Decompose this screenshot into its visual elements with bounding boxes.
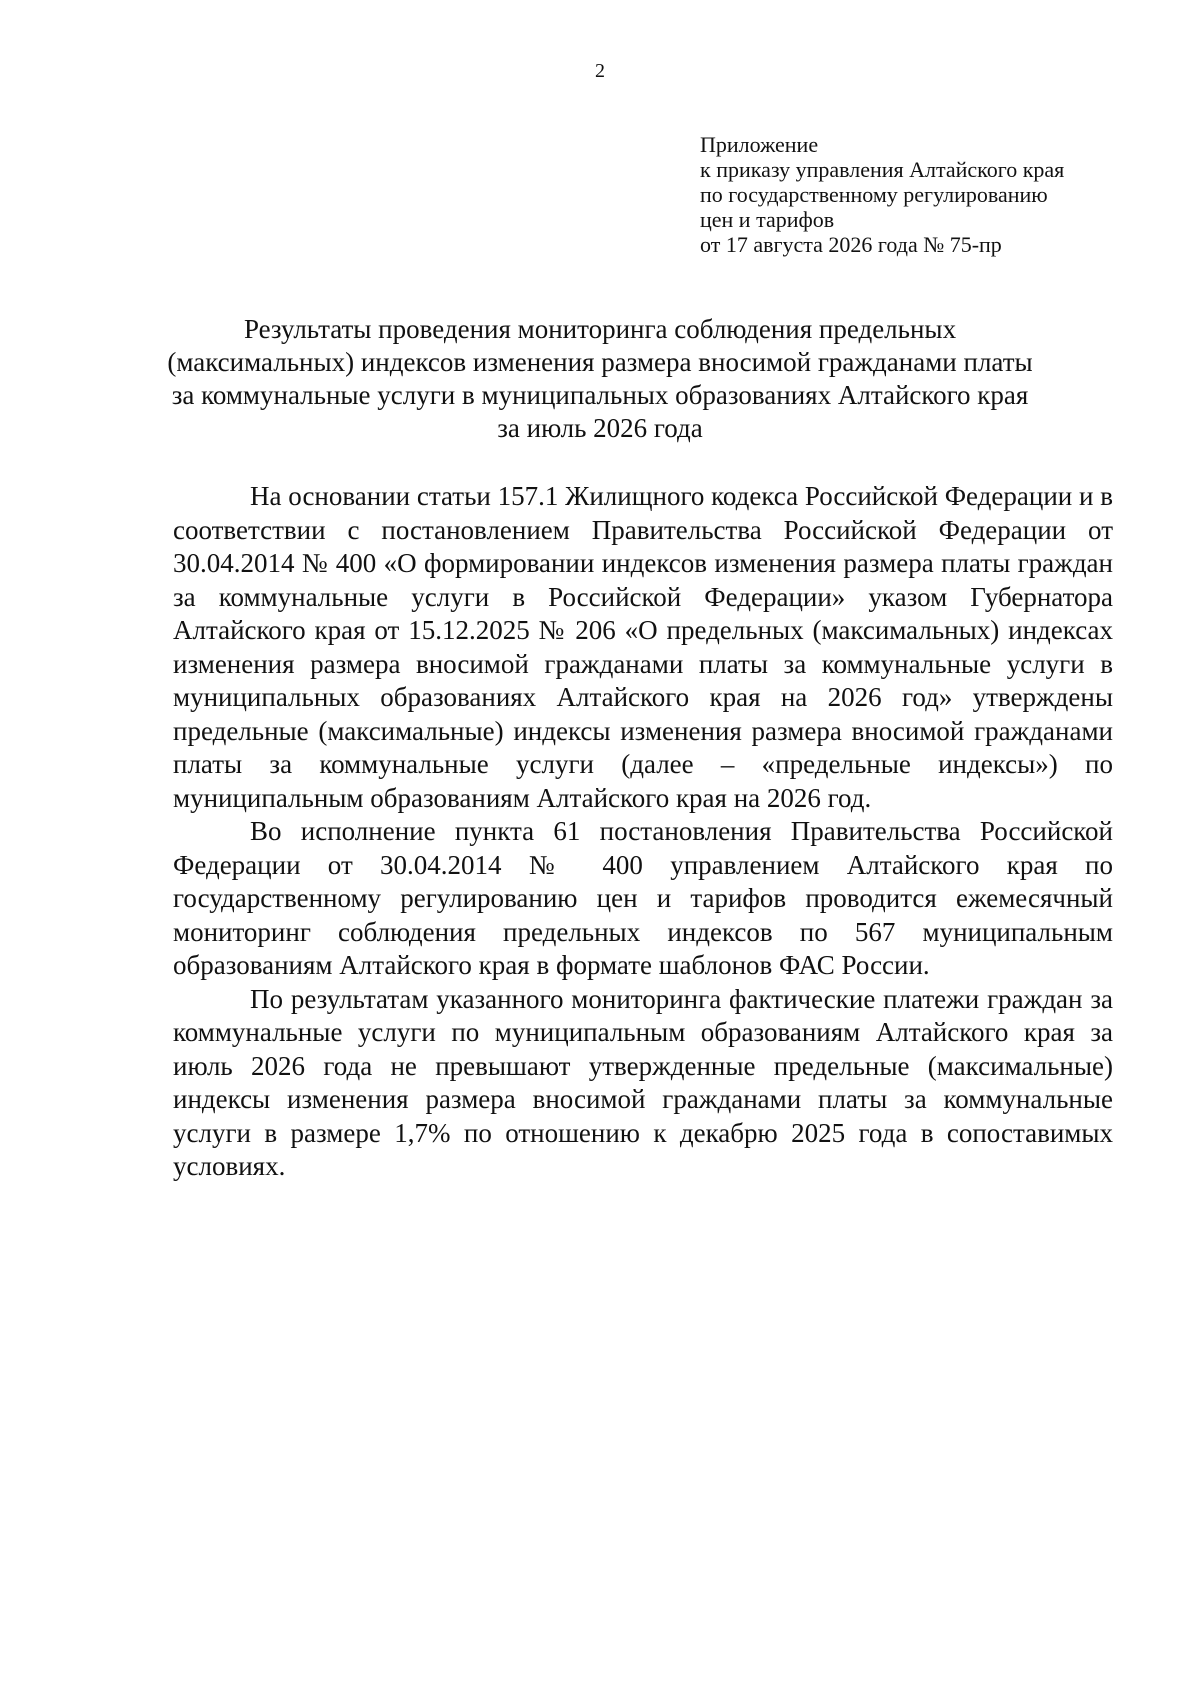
appendix-line: цен и тарифов (700, 207, 835, 232)
page-number: 2 (595, 60, 605, 82)
document-title (150, 313, 1050, 445)
body-paragraph: На основании статьи 157.1 Жилищного кодекса Российской Федерации и в соответствии с постановлением Правительства Российской Федерации от 30.04.2014 № 400 «О формировании индексов изменения размера платы граждан за коммунальные услуги в Российской Федерации» указом Губернатора Алтайского края от 15.12.2025 № 206 «О предельных (максимальных) индексах изменения размера вносимой гражданами платы за коммунальные услуги в муниципальных образованиях Алтайского края на 2026 год» утверждены предельные (максимальные) индексы изменения размера вносимой гражданами платы за коммунальные услуги (далее – «предельные индексы») по муниципальным образованиям Алтайского края на 2026 год. (173, 481, 1113, 813)
title-line: Результаты проведения мониторинга соблюдения предельных (243, 314, 957, 344)
body-paragraph: По результатам указанного мониторинга фактические платежи граждан за коммунальные услуги по муниципальным образованиям Алтайского края за июль 2026 года не превышают утвержденные предельные (максимальные) индексы изменения размера вносимой гражданами платы за коммунальные услуги в размере 1,7% по отношению к декабрю 2025 года в сопоставимых условиях. (173, 983, 1113, 1181)
title-line: за коммунальные услуги в муниципальных образованиях Алтайского края (171, 380, 1029, 410)
document-body (173, 480, 1113, 1184)
appendix-line: Приложение (700, 132, 819, 157)
appendix-header (700, 132, 1180, 257)
appendix-line: от 17 августа 2026 года № 75-пр (700, 232, 1002, 257)
title-line: за июль 2026 года (497, 413, 703, 443)
body-paragraph: Во исполнение пункта 61 постановления Правительства Российской Федерации от 30.04.2014 № 400 управлением Алтайского края по государственному регулированию цен и тарифов проводится ежемесячный мониторинг соблюдения предельных индексов по 567 муниципальным образованиям Алтайского края в формате шаблонов ФАС России. (173, 816, 1113, 980)
appendix-line: по государственному регулированию (700, 182, 1048, 207)
appendix-line: к приказу управления Алтайского края (700, 157, 1065, 182)
title-line: (максимальных) индексов изменения размера вносимой гражданами платы (167, 347, 1033, 377)
